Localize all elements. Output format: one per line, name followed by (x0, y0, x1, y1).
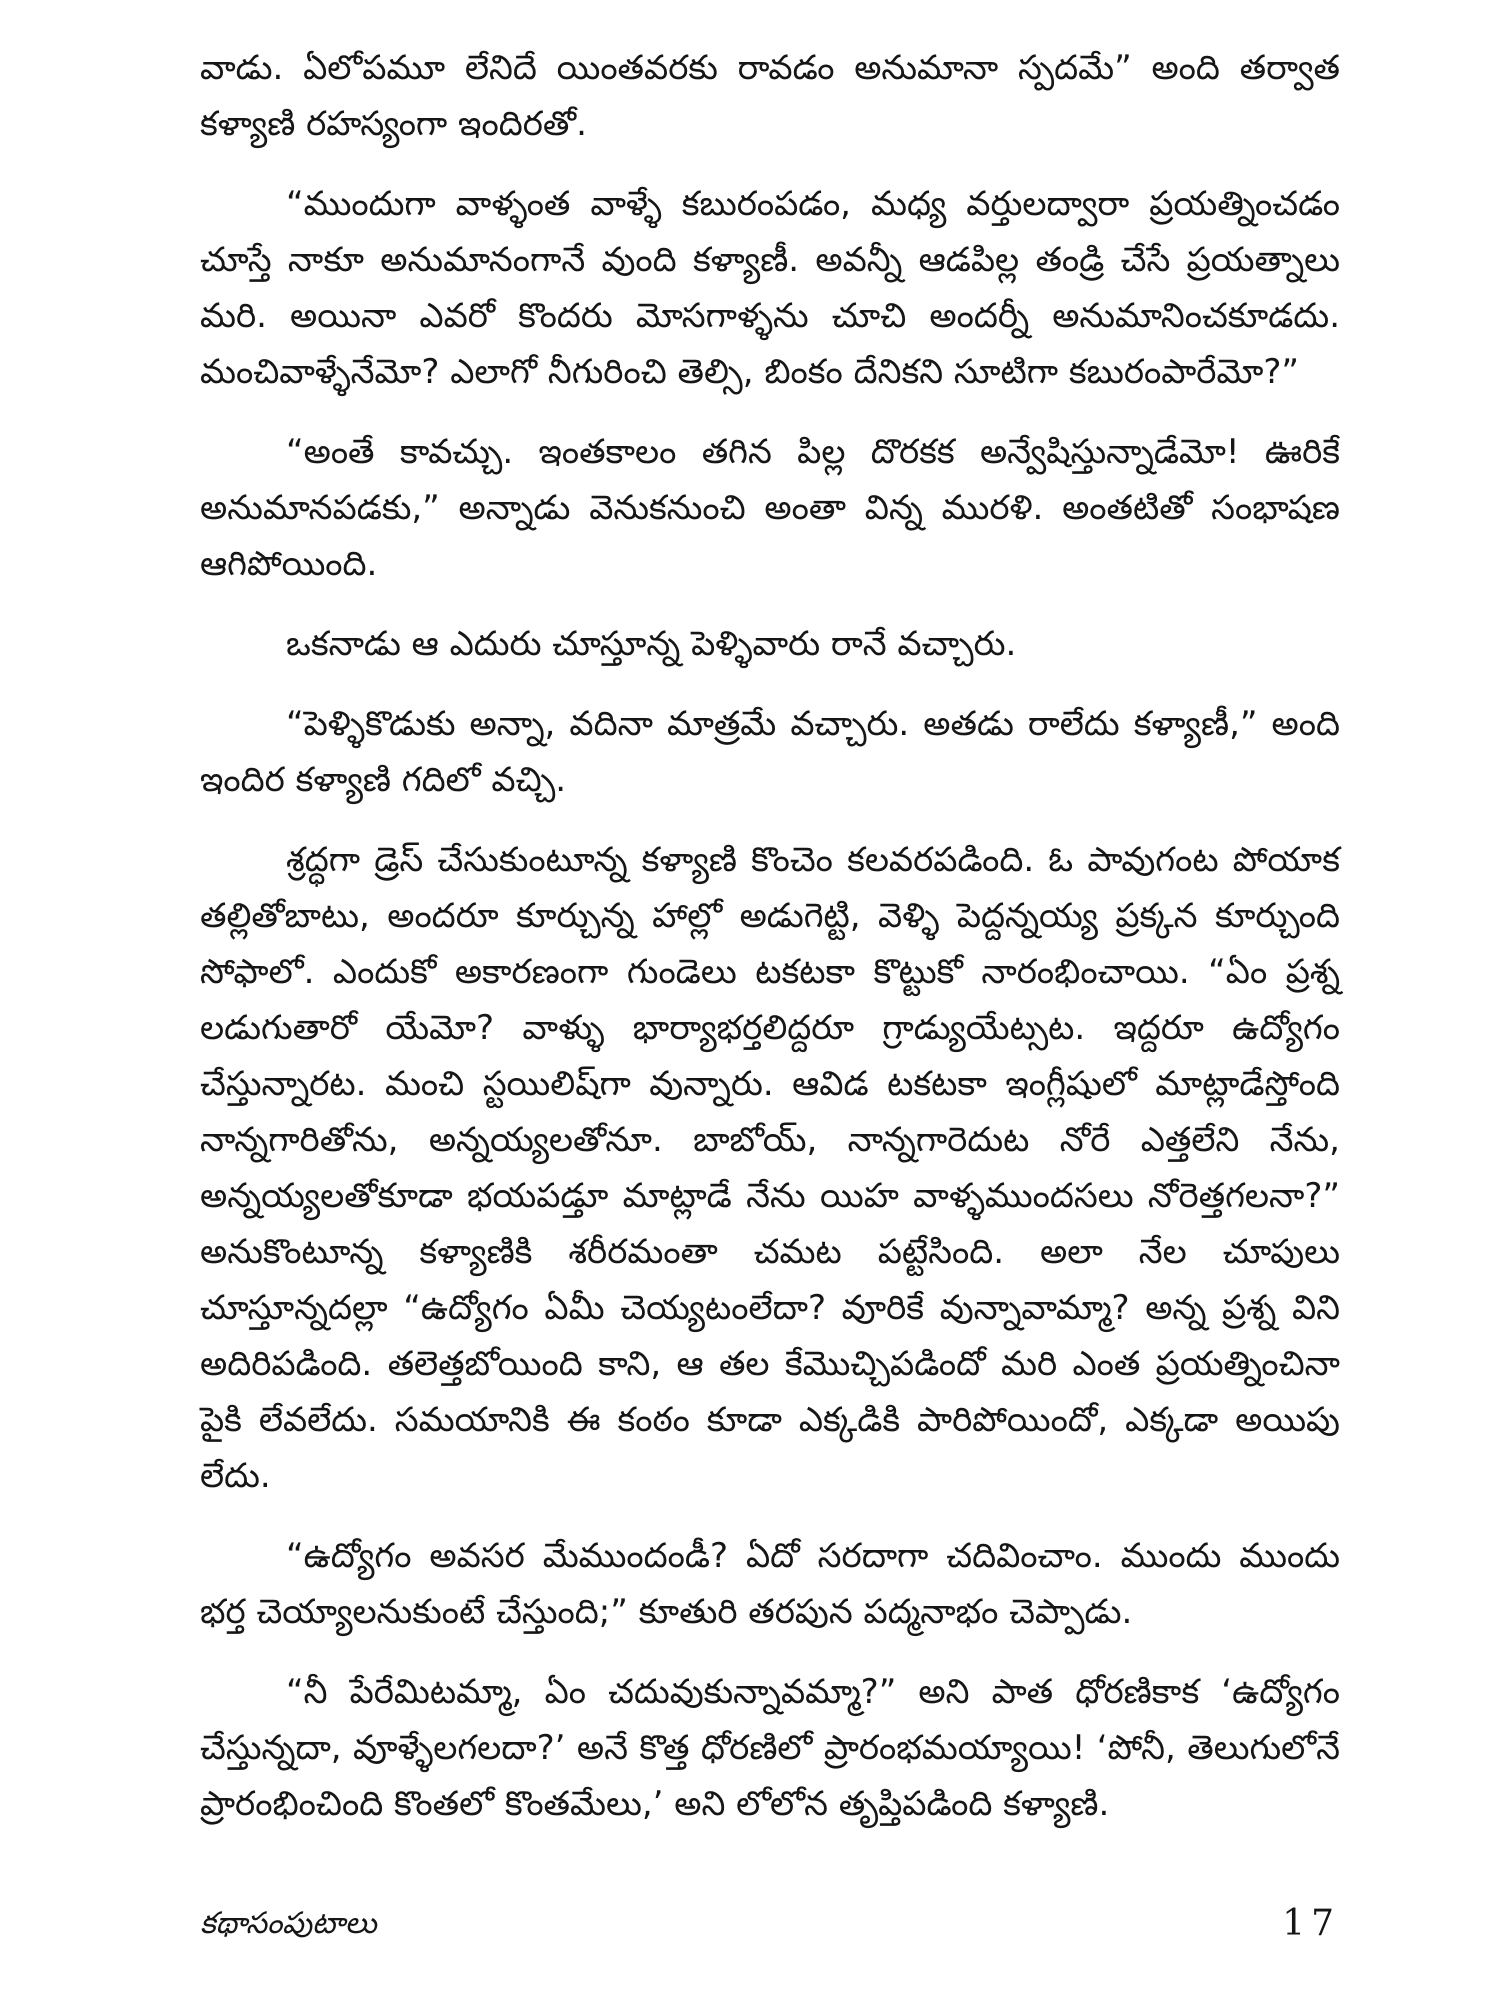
story-text (200, 40, 1340, 1832)
paragraph-2: “ముందుగా వాళ్ళంత వాళ్ళే కబురంపడం, మధ్య వర్తులద్వారా ప్రయత్నించడం చూస్తే నాకూ అనుమానంగానే వుంది కళ్యాణీ. అవన్నీ ఆడపిల్ల తండ్రి చేసే ప్రయత్నాలు మరి. అయినా ఎవరో కొందరు మోసగాళ్ళను చూచి అందర్నీ అనుమానించకూడదు. మంచివాళ్ళేనేమో? ఎలాగో నీగురించి తెల్సి, బింకం దేనికని సూటిగా కబురంపారేమో?” (200, 184, 1340, 392)
paragraph-4: ఒకనాడు ఆ ఎదురు చూస్తూన్న పెళ్ళివారు రానే వచ్చారు. (286, 624, 1017, 664)
book-title: కథాసంపుటాలు (200, 1906, 377, 1941)
paragraph-6: శ్రద్ధగా డ్రెస్ చేసుకుంటూన్న కళ్యాణి కొంచెం కలవరపడింది. ఓ పావుగంట పోయాక తల్లితోబాటు, అందరూ కూర్చున్న హాల్లో అడుగెట్టి, వెళ్ళి పెద్దన్నయ్య ప్రక్కన కూర్చుంది సోఫాలో. ఎందుకో అకారణంగా గుండెలు టకటకా కొట్టుకో నారంభించాయి. “ఏం ప్రశ్న లడుగుతారో యేమో? వాళ్ళు భార్యాభర్తలిద్దరూ గ్రాడ్యుయేట్సట. ఇద్దరూ ఉద్యోగం చేస్తున్నారట. మంచి స్టయిలిష్‌గా వున్నారు. ఆవిడ టకటకా ఇంగ్లీషులో మాట్లాడేస్తోంది నాన్నగారితోను, అన్నయ్యలతోనూ. బాబోయ్, నాన్నగారెదుట నోరే ఎత్తలేని నేను, అన్నయ్యలతోకూడా భయపడ్తూ మాట్లాడే నేను యిహ వాళ్ళముందసలు నోరెత్తగలనా?” అనుకొంటూన్న కళ్యాణికి శరీరమంతా చమట పట్టేసింది. అలా నేల చూపులు చూస్తూన్నదల్లా “ఉద్యోగం ఏమీ చెయ్యటంలేదా? వూరికే వున్నావామ్మా? అన్న ప్రశ్న విని అదిరిపడింది. తలెత్తబోయింది కాని, ఆ తల కేమొచ్చిపడిందో మరి ఎంత ప్రయత్నించినా పైకి లేవలేదు. సమయానికి ఈ కంఠం కూడా ఎక్కడికి పారిపోయిందో, ఎక్కడా అయిపు లేదు. (200, 840, 1340, 1496)
paragraph-7: “ఉద్యోగం అవసర మేముందండీ? ఏదో సరదాగా చదివించాం. ముందు ముందు భర్త చెయ్యాలనుకుంటే చేస్తుంది;” కూతురి తరపున పద్మనాభం చెప్పాడు. (200, 1536, 1340, 1632)
paragraph-8: “నీ పేరేమిటమ్మా, ఏం చదువుకున్నావమ్మా?” అని పాత ధోరణికాక ‘ఉద్యోగం చేస్తున్నదా, వూళ్ళేలగలదా?’ అనే కొత్త ధోరణిలో ప్రారంభమయ్యాయి! ‘పోనీ, తెలుగులోనే ప్రారంభించింది కొంతలో కొంతమేలు,’ అని లోలోన తృప్తిపడింది కళ్యాణి. (200, 1672, 1340, 1824)
page-footer (200, 1900, 1340, 1960)
paragraph-3: “అంతే కావచ్చు. ఇంతకాలం తగిన పిల్ల దొరకక అన్వేషిస్తున్నాడేమో! ఊరికే అనుమానపడకు,” అన్నాడు వెనుకనుంచి అంతా విన్న మురళి. అంతటితో సంభాషణ ఆగిపోయింది. (200, 432, 1340, 584)
page-number: 17 (1282, 1903, 1340, 1944)
paragraph-5: “పెళ్ళికొడుకు అన్నా, వదినా మాత్రమే వచ్చారు. అతడు రాలేదు కళ్యాణీ,” అంది ఇందిర కళ్యాణి గదిలో వచ్చి. (200, 704, 1340, 800)
paragraph-1: వాడు. ఏలోపమూ లేనిదే యింతవరకు రావడం అనుమానా స్పదమే” అంది తర్వాత కళ్యాణి రహస్యంగా ఇందిరతో. (200, 48, 1340, 144)
page-body (200, 40, 1340, 1920)
